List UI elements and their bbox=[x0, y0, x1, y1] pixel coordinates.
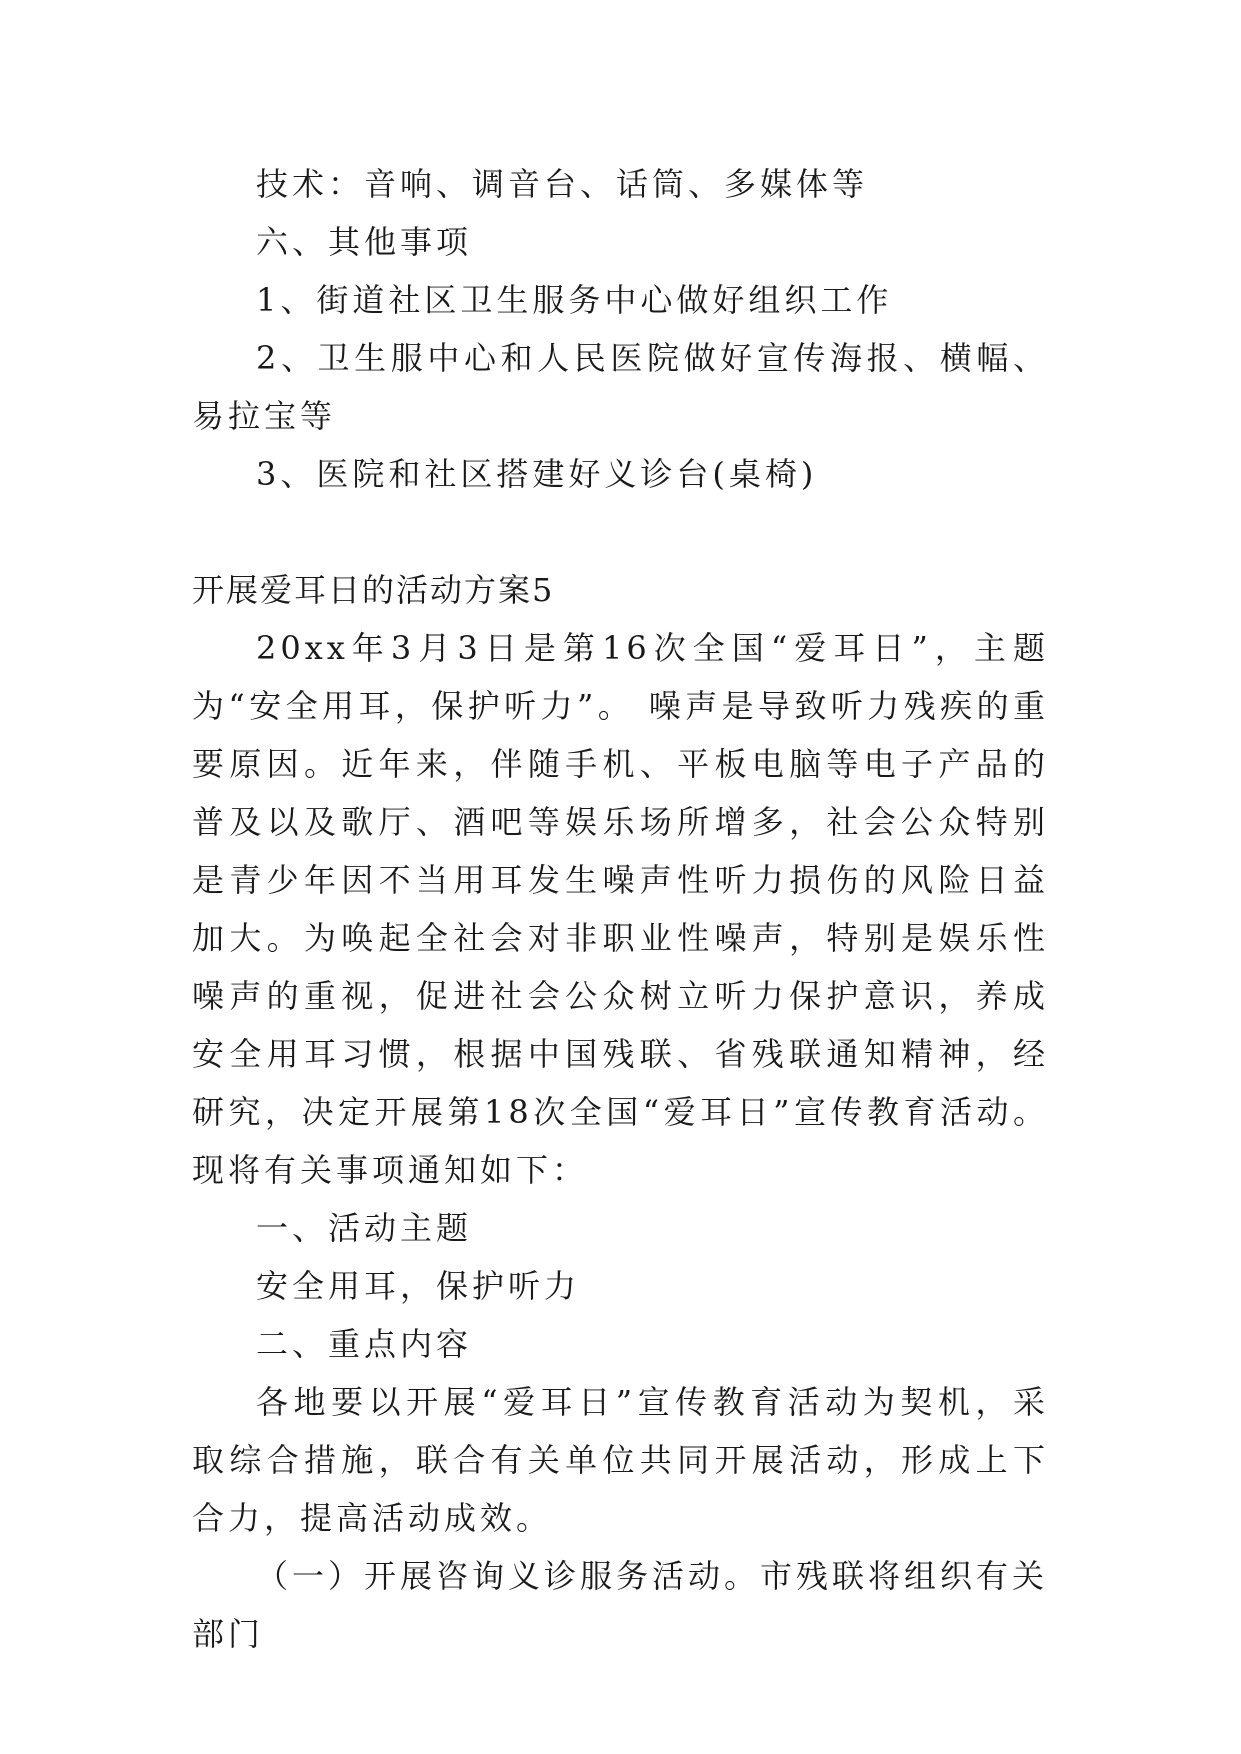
key-content-paragraph: 各地要以开展“爱耳日”宣传教育活动为契机，采取综合措施，联合有关单位共同开展活动，形成上下合力，提高活动成效。 bbox=[192, 1383, 1049, 1537]
list-item: 2、卫生服中心和人民医院做好宣传海报、横幅、易拉宝等 bbox=[192, 339, 1049, 435]
intro-paragraph: 20xx年3月3日是第16次全国“爱耳日”，主题为“安全用耳，保护听力”。 噪声是导致听力残疾的重要原因。近年来，伴随手机、平板电脑等电子产品的普及以及歌厅、酒吧等娱乐场所增多，社会公众特别是青少年因不当用耳发生噪声性听力损伤的风险日益加大。为唤起全社会对非职业性噪声，特别是娱乐性噪声的重视，促进社会公众树立听力保护意识，养成安全用耳习惯，根据中国残联、省残联通知精神，经研究，决定开展第18次全国“爱耳日”宣传教育活动。现将有关事项通知如下： bbox=[192, 629, 1049, 1189]
section-heading-other: 六、其他事项 bbox=[256, 223, 473, 261]
theme-text: 安全用耳，保护听力 bbox=[256, 1267, 581, 1305]
document-body bbox=[192, 155, 1049, 1663]
tech-line: 技术：音响、调音台、话筒、多媒体等 bbox=[256, 165, 869, 203]
section-heading-theme: 一、活动主题 bbox=[256, 1209, 473, 1247]
subsection-line: （一）开展咨询义诊服务活动。市残联将组织有关部门 bbox=[192, 1557, 1049, 1653]
section-heading-key-content: 二、重点内容 bbox=[256, 1325, 473, 1363]
list-item: 1、街道社区卫生服务中心做好组织工作 bbox=[256, 281, 893, 319]
document-title: 开展爱耳日的活动方案5 bbox=[192, 571, 555, 609]
list-item: 3、医院和社区搭建好义诊台(桌椅) bbox=[256, 455, 818, 493]
